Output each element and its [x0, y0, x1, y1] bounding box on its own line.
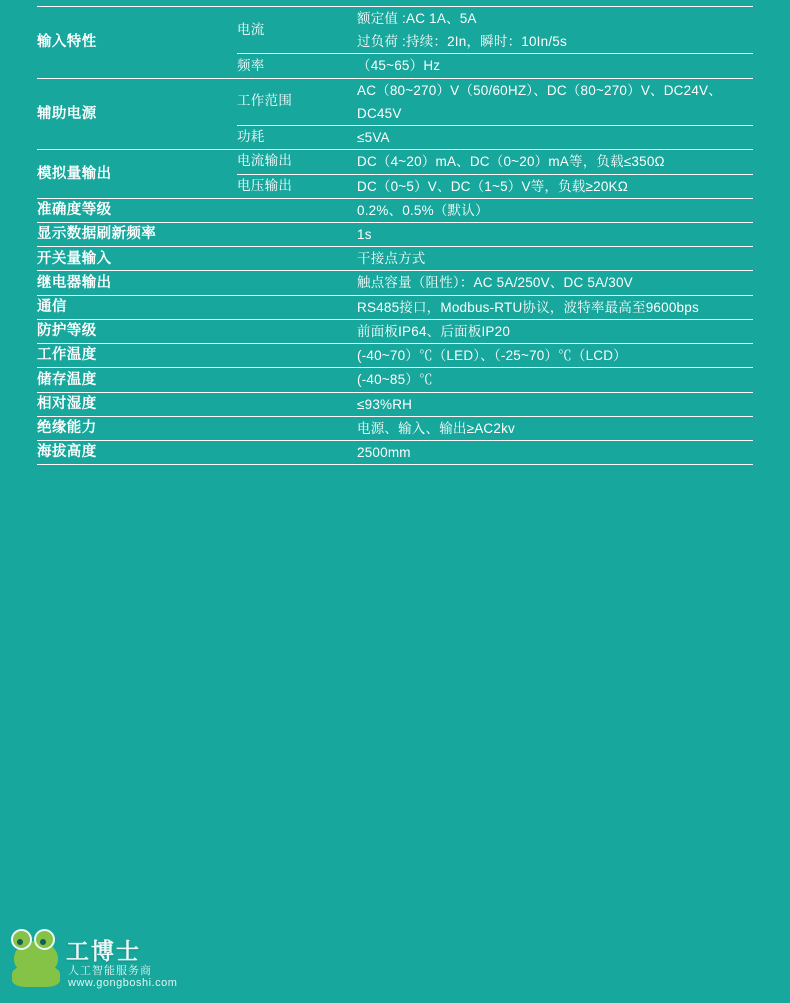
row-value: （45~65）Hz — [357, 54, 753, 78]
row-value: AC（80~270）V（50/60HZ）、DC（80~270）V、DC24V、DC45V — [357, 78, 753, 125]
value-line: 过负荷 :持续：2In，瞬时：10In/5s — [357, 34, 567, 50]
row-label: 开关量输入 — [37, 247, 237, 271]
row-label: 海拔高度 — [37, 440, 237, 464]
watermark-title: 工博士 — [66, 938, 141, 964]
table-row — [37, 222, 753, 246]
table-row — [37, 344, 753, 368]
table-row — [37, 440, 753, 464]
row-sublabel: 功耗 — [237, 126, 357, 150]
row-sublabel: 工作范围 — [237, 78, 357, 125]
row-sublabel — [237, 295, 357, 319]
row-sublabel: 频率 — [237, 54, 357, 78]
table-row — [37, 319, 753, 343]
row-value — [357, 7, 753, 54]
row-value: RS485接口，Modbus-RTU协议，波特率最高至9600bps — [357, 295, 753, 319]
row-label: 输入特性 — [37, 7, 237, 79]
watermark-subtitle: 人工智能服务商 — [68, 965, 152, 977]
table-row — [37, 247, 753, 271]
table-row — [37, 198, 753, 222]
table-row — [37, 7, 753, 54]
row-label: 通信 — [37, 295, 237, 319]
row-value: DC（4~20）mA、DC（0~20）mA等，负载≤350Ω — [357, 150, 753, 174]
row-value: 电源、输入、输出≥AC2kv — [357, 416, 753, 440]
table-row — [37, 416, 753, 440]
table-row — [37, 392, 753, 416]
row-label: 继电器输出 — [37, 271, 237, 295]
row-label: 储存温度 — [37, 368, 237, 392]
row-value: 0.2%、0.5%（默认） — [357, 198, 753, 222]
row-value: DC（0~5）V、DC（1~5）V等，负载≥20KΩ — [357, 174, 753, 198]
table-row — [37, 78, 753, 125]
table-row — [37, 295, 753, 319]
row-sublabel — [237, 416, 357, 440]
row-value: ≤5VA — [357, 126, 753, 150]
row-sublabel: 电流输出 — [237, 150, 357, 174]
row-value: 1s — [357, 222, 753, 246]
frog-mascot-icon — [10, 935, 62, 987]
row-value: 干接点方式 — [357, 247, 753, 271]
row-label: 工作温度 — [37, 344, 237, 368]
row-label: 显示数据刷新频率 — [37, 222, 237, 246]
table-row — [37, 271, 753, 295]
specification-table — [37, 6, 753, 465]
row-value: 触点容量（阻性）：AC 5A/250V、DC 5A/30V — [357, 271, 753, 295]
table-row — [37, 368, 753, 392]
row-value: (-40~70）℃（LED）、（-25~70）℃（LCD） — [357, 344, 753, 368]
row-sublabel — [237, 344, 357, 368]
row-sublabel — [237, 198, 357, 222]
row-sublabel — [237, 222, 357, 246]
value-line: 额定值 :AC 1A、5A — [357, 11, 477, 26]
row-value: 2500mm — [357, 440, 753, 464]
row-label: 相对湿度 — [37, 392, 237, 416]
row-value: ≤93%RH — [357, 392, 753, 416]
row-sublabel — [237, 271, 357, 295]
row-sublabel — [237, 247, 357, 271]
row-label: 准确度等级 — [37, 198, 237, 222]
watermark-url: www.gongboshi.com — [68, 977, 178, 989]
row-sublabel — [237, 319, 357, 343]
row-label: 绝缘能力 — [37, 416, 237, 440]
row-sublabel — [237, 392, 357, 416]
row-sublabel — [237, 440, 357, 464]
row-label: 模拟量输出 — [37, 150, 237, 198]
row-sublabel: 电流 — [237, 7, 357, 54]
row-sublabel: 电压输出 — [237, 174, 357, 198]
table-row — [37, 150, 753, 174]
row-value: (-40~85）℃ — [357, 368, 753, 392]
row-value: 前面板IP64、后面板IP20 — [357, 319, 753, 343]
row-label: 防护等级 — [37, 319, 237, 343]
row-sublabel — [237, 368, 357, 392]
watermark — [10, 929, 220, 995]
row-label: 辅助电源 — [37, 78, 237, 150]
